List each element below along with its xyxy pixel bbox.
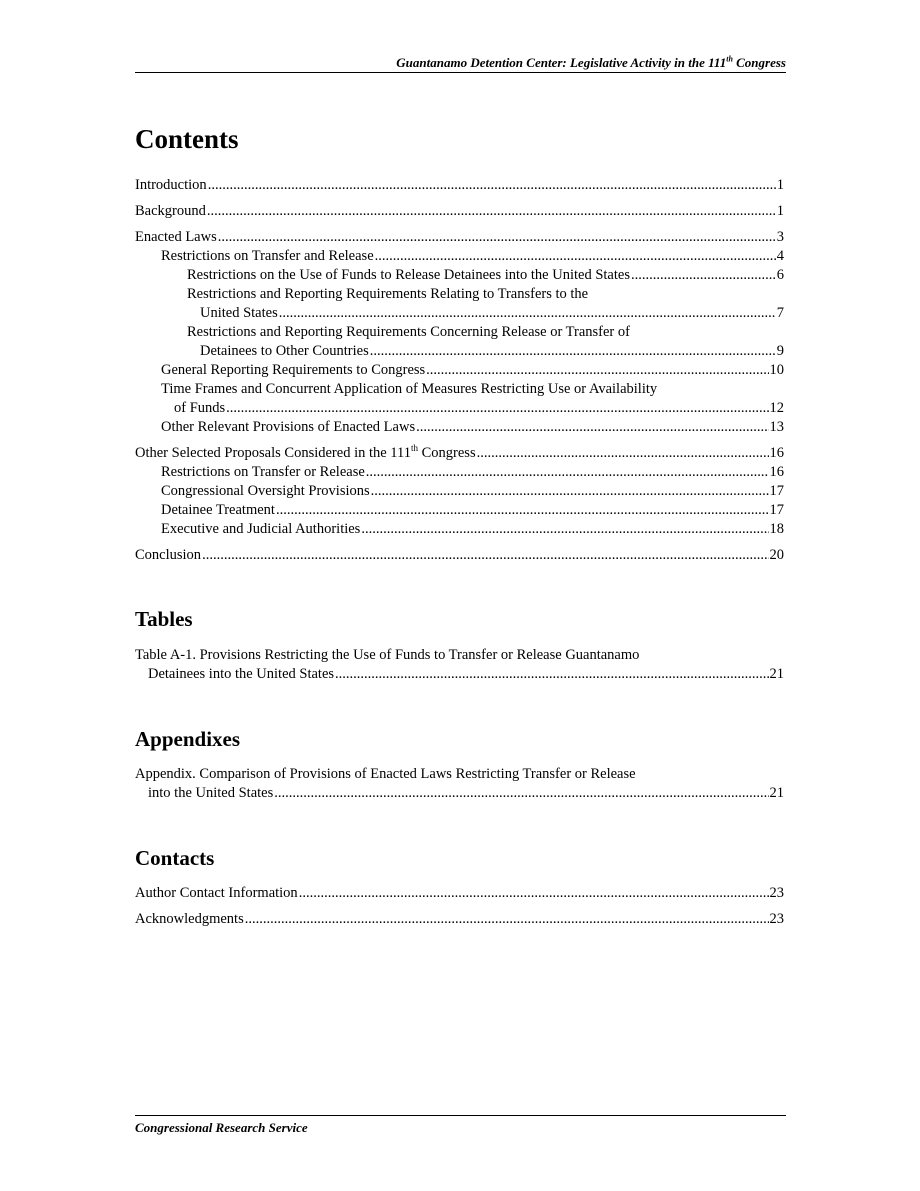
toc-entry-executive-judicial[interactable]: Executive and Judicial Authorities ..... 18 — [135, 520, 784, 539]
appendixes-list — [135, 765, 784, 803]
toc-page-number: 3 — [776, 229, 784, 245]
toc-entry-introduction[interactable]: Introduction ..... 1 — [135, 176, 784, 195]
toc-page-number: 9 — [776, 343, 784, 359]
toc-entry-conclusion[interactable]: Conclusion ..... 20 — [135, 546, 784, 565]
tables-list — [135, 646, 784, 684]
header-title-sup: th — [726, 54, 733, 64]
tables-heading: Tables — [135, 607, 193, 631]
toc-entry-detainee-treatment[interactable]: Detainee Treatment ..... 17 — [135, 501, 784, 520]
toc-page-number: 17 — [769, 502, 784, 518]
toc-page-number: 16 — [769, 464, 784, 480]
contacts-heading: Contacts — [135, 846, 215, 870]
toc-page-number: 12 — [769, 400, 784, 416]
toc-entry-background[interactable]: Background ..... 1 — [135, 202, 784, 221]
toc-entry-reporting-other-countries[interactable]: Restrictions and Reporting Requirements Concerning Release or Transfer of Detainees to Other Countries ..... 9 — [135, 323, 784, 361]
toc-page-number: 23 — [769, 885, 784, 901]
toc-page-number: 10 — [769, 362, 784, 378]
contents-heading: Contents — [135, 124, 239, 154]
toc-page-number: 20 — [769, 547, 784, 563]
toc-page-number: 23 — [769, 911, 784, 927]
toc-page-number: 6 — [776, 267, 784, 283]
toc-entry-acknowledgments[interactable]: Acknowledgments ..... 23 — [135, 910, 784, 929]
toc-entry-author-contact[interactable]: Author Contact Information ..... 23 — [135, 884, 784, 903]
toc-entry-enacted-laws[interactable]: Enacted Laws ..... 3 — [135, 228, 784, 247]
appendixes-heading: Appendixes — [135, 727, 241, 751]
toc-entry-congressional-oversight[interactable]: Congressional Oversight Provisions ..... 17 — [135, 482, 784, 501]
toc-page-number: 16 — [769, 445, 784, 461]
header-rule — [135, 72, 786, 73]
toc-entry-general-reporting[interactable]: General Reporting Requirements to Congress ..... 10 — [135, 361, 784, 380]
toc-page-number: 1 — [776, 203, 784, 219]
toc-page-number: 18 — [769, 521, 784, 537]
contents-list — [135, 176, 784, 565]
toc-entry-other-selected-proposals[interactable]: Other Selected Proposals Considered in the 111th Congress ..... 16 — [135, 444, 784, 463]
toc-entry-reporting-transfers-us[interactable]: Restrictions and Reporting Requirements Relating to Transfers to the United States ..... 7 — [135, 285, 784, 323]
toc-page-number: 21 — [769, 785, 784, 801]
footer-rule — [135, 1115, 786, 1116]
toc-entry-other-relevant-provisions[interactable]: Other Relevant Provisions of Enacted Laws ..... 13 — [135, 418, 784, 437]
toc-page-number: 17 — [769, 483, 784, 499]
header-title-pre: Guantanamo Detention Center: Legislative Activity in the 111 — [396, 55, 727, 70]
toc-entry-appendix[interactable]: Appendix. Comparison of Provisions of Enacted Laws Restricting Transfer or Release into the United States ..... 21 — [135, 765, 784, 803]
toc-entry-restrictions-transfer-or-release[interactable]: Restrictions on Transfer or Release ..... 16 — [135, 463, 784, 482]
toc-entry-time-frames[interactable]: Time Frames and Concurrent Application of Measures Restricting Use or Availability of Funds ..... 12 — [135, 380, 784, 418]
running-header — [135, 55, 786, 71]
running-footer: Congressional Research Service — [135, 1120, 308, 1135]
header-title-post: Congress — [732, 55, 786, 70]
toc-page-number: 1 — [776, 177, 784, 193]
toc-entry-restrictions-transfer-release[interactable]: Restrictions on Transfer and Release ..... 4 — [135, 247, 784, 266]
contacts-list — [135, 884, 784, 929]
toc-entry-restrictions-use-of-funds[interactable]: Restrictions on the Use of Funds to Release Detainees into the United States ..... 6 — [135, 266, 784, 285]
toc-page-number: 7 — [776, 305, 784, 321]
toc-page-number: 13 — [769, 419, 784, 435]
toc-page-number: 21 — [769, 666, 784, 682]
toc-page-number: 4 — [776, 248, 784, 264]
toc-entry-table-a1[interactable]: Table A-1. Provisions Restricting the Use of Funds to Transfer or Release Guantanamo Detainees into the United States ..... 21 — [135, 646, 784, 684]
